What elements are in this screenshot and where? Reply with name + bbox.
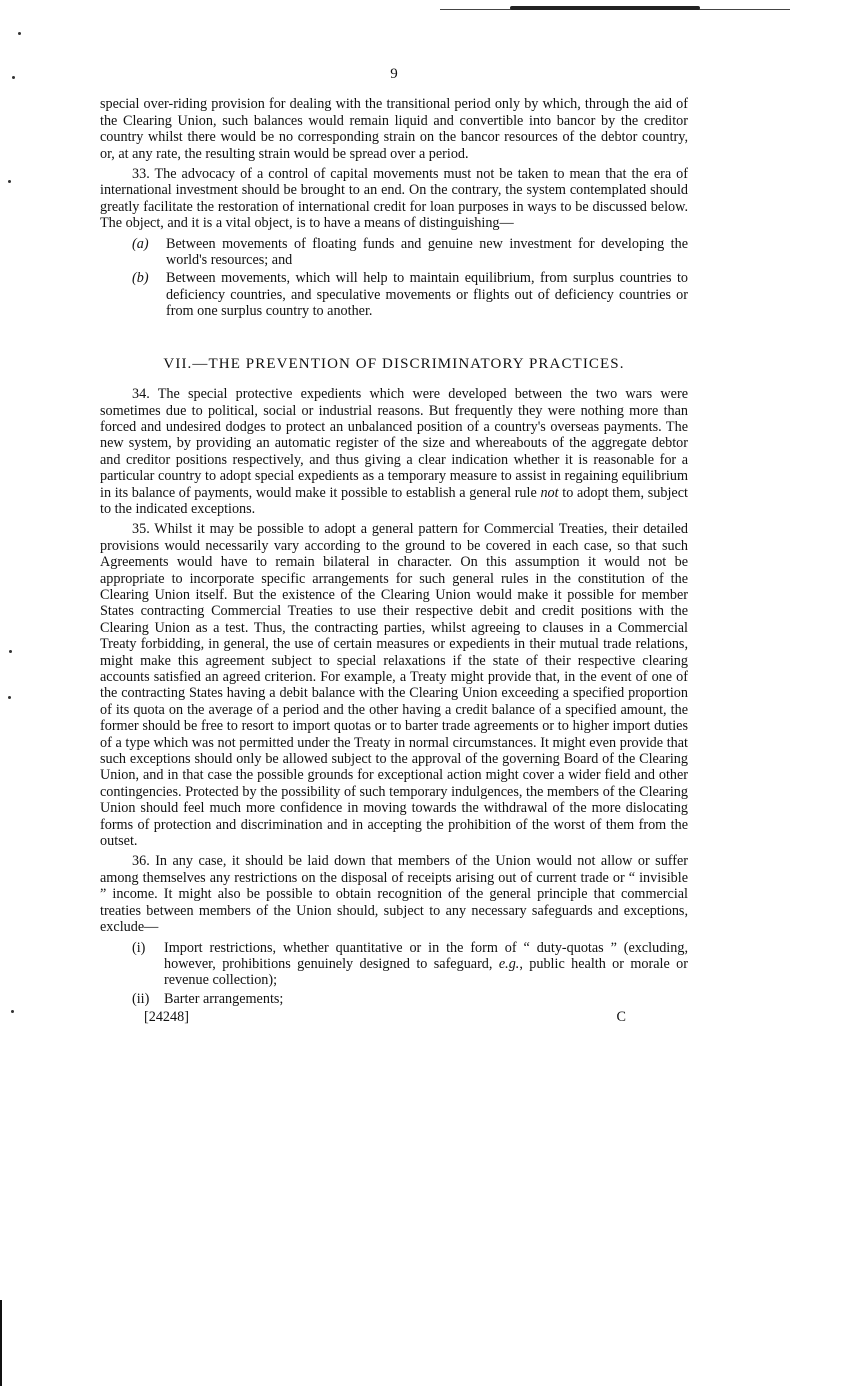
paragraph-35: 35. Whilst it may be possible to adopt a general pattern for Commercial Treaties, their detailed provisions would necessarily vary according to the ground to be covered in each case, so that such Agreements would have to remain bilateral in character. On this assumption it would not be appropriate to incorporate specific arrangements for such general rules in the constitution of the Clearing Union itself. But the existence of the Clearing Union would make it possible for member States contracting Commercial Treaties to use their respective debit and credit positions with the Clearing Union as a test. Thus, the contracting parties, whilst agreeing to clauses in a Commercial Treaty forbidding, in general, the use of certain measures or expedients in their mutual trade relations, might make this agreement subject to special relaxations if the state of their respective clearing accounts satisfied an agreed criterion. For example, a Treaty might provide that, in the event of one of the contracting States having a debit balance with the Clearing Union exceeding a specified proportion of its quota on the average of a period and the other having a credit balance of a specified amount, the former should be free to resort to import quotas or to barter trade agreements or to higher import duties of a type which was not permitted under the Treaty in normal circumstances. It might even provide that such exceptions should only be allowed subject to the approval of the governing Board of the Clearing Union, and in that case the possible grounds for exceptional action might cover a wider field and other contingencies. Protected by the possibility of such temporary indulgences, the members of the Clearing Union should feel much more confidence in moving towards the withdrawal of the more dislocating forms of protection and discrimination and in accepting the prohibition of the worst of them from the outset. xyxy=(100,521,688,850)
paragraph-34 xyxy=(100,386,688,517)
section-heading: VII.—THE PREVENTION OF DISCRIMINATORY PRACTICES. xyxy=(163,355,625,372)
scan-top-rule xyxy=(440,6,790,12)
paragraph-34-text: 34. The special protective expedients which were developed between the two wars were sometimes due to political, social or industrial reasons. But frequently they were nothing more than forced and undesired dodges to protect an unbalanced position of a country's overseas payments. The new system, by providing an automatic register of the size and whereabouts of the aggregate debtor and creditor positions respectively, and thus giving a clear indication whether it is reasonable for a particular country to adopt special expedients as a temporary measure to assist in regaining equilibrium in its balance of payments, would make it possible to establish a general rule xyxy=(100,386,688,501)
list-item xyxy=(100,270,688,319)
list-marker: (i) xyxy=(132,939,146,956)
list-text: Between movements, which will help to maintain equilibrium, from surplus countries to deficiency countries, and speculative movements or flights out of deficiency countries or from one surplus country to another. xyxy=(166,270,688,320)
list-marker: (a) xyxy=(132,235,149,252)
list-text xyxy=(164,940,688,989)
paragraph-34-emphasis: not xyxy=(540,484,559,501)
scan-speck xyxy=(8,180,11,183)
list-text-part: Import restrictions, whether quantitative or in the form of “ duty-quotas ” (excluding, however, prohibitions genuinely designed to safeguard, xyxy=(164,939,688,972)
list-text-emphasis: e.g. xyxy=(498,955,520,972)
list-text-part-end: , public health or morale or revenue collection); xyxy=(164,955,688,989)
paragraph-34-text-end: to adopt them, subject to the indicated exceptions. xyxy=(100,484,688,517)
list-marker: (ii) xyxy=(132,990,150,1007)
document-page xyxy=(100,66,688,1027)
paragraph-36: 36. In any case, it should be laid down that members of the Union would not allow or suffer among themselves any restrictions on the disposal of receipts arising out of current trade or “ invisible ” income. It might also be possible to obtain recognition of the general principle that commercial treaties between members of the Union should, subject to any necessary safeguards and exceptions, exclude— xyxy=(100,853,688,936)
scan-top-rule-thick xyxy=(510,6,700,10)
signature-mark: C xyxy=(616,1009,626,1026)
intro-paragraph: special over-riding provision for dealing with the transitional period only by which, through the aid of the Clearing Union, such balances would remain liquid and convertible into bancor by the creditor country whilst there would be no corresponding strain on the bancor resources of the debtor country, or, at any rate, the resulting strain would be spread over a period. xyxy=(100,96,688,162)
scan-speck xyxy=(18,32,21,35)
list-item xyxy=(100,236,688,269)
print-reference-code: [24248] xyxy=(144,1009,189,1026)
paragraph-33: 33. The advocacy of a control of capital movements must not be taken to mean that the era of international investment should be brought to an end. On the contrary, the system contemplated should greatly facilitate the restoration of international credit for loan purposes in ways to be discussed below. The object, and it is a vital object, is to have a means of distinguishing— xyxy=(100,166,688,232)
scan-speck xyxy=(9,650,12,653)
page-footer xyxy=(100,1009,688,1027)
list-item xyxy=(100,940,688,989)
list-text: Barter arrangements; xyxy=(164,990,284,1007)
scan-speck xyxy=(8,696,11,699)
list-marker: (b) xyxy=(132,270,149,287)
scan-speck xyxy=(12,76,15,79)
list-text: Between movements of floating funds and genuine new investment for developing the world's resources; and xyxy=(166,235,688,269)
page-number: 9 xyxy=(390,66,398,82)
list-item xyxy=(100,991,688,1007)
scan-left-edge-bar xyxy=(0,1300,2,1386)
scan-speck xyxy=(11,1010,14,1013)
